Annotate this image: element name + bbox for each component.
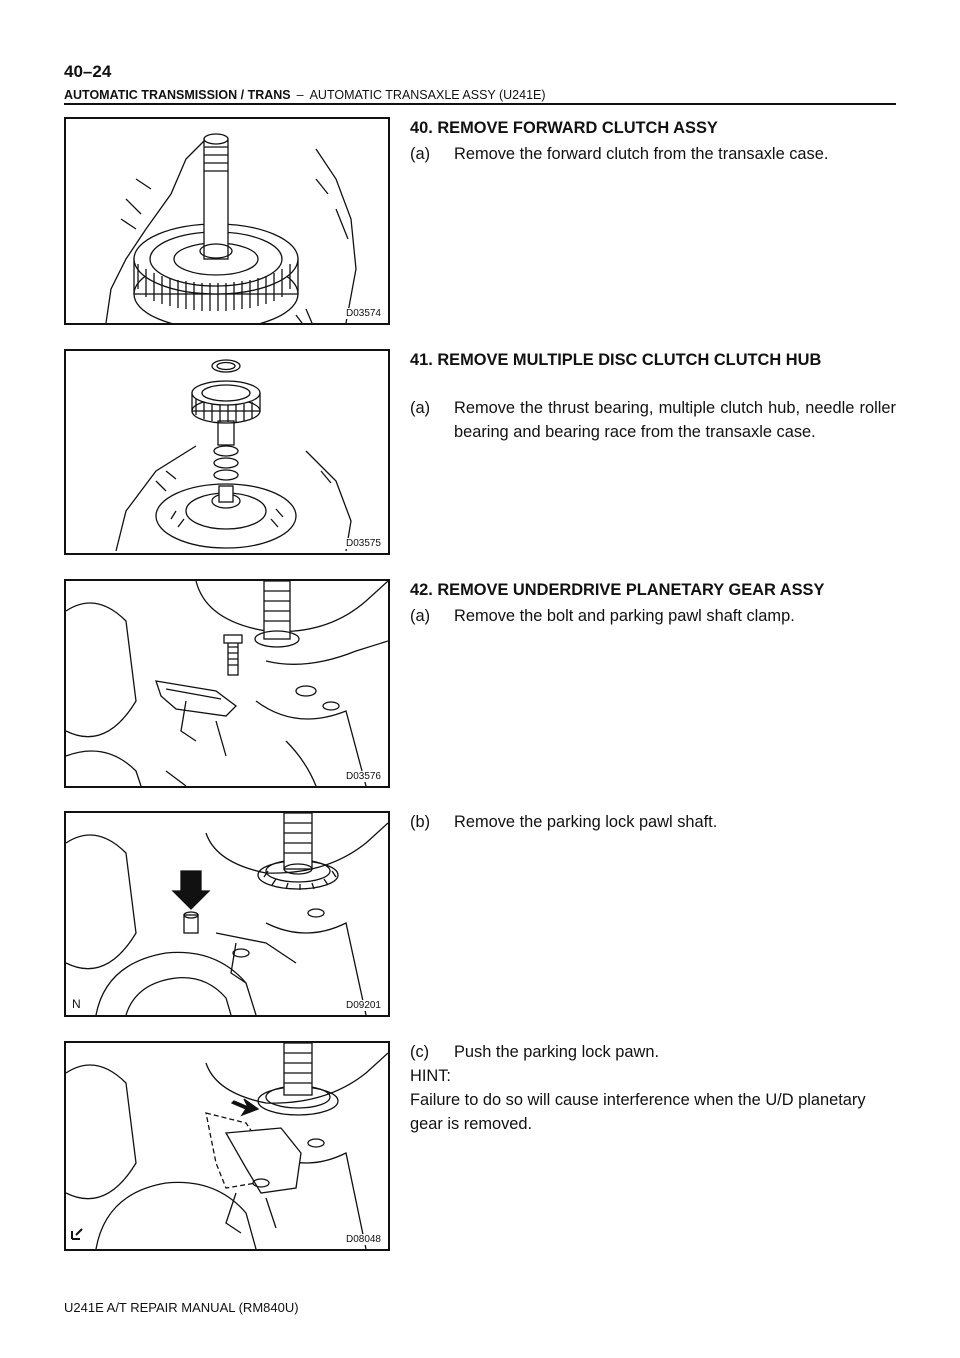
item-label: (c) (410, 1043, 430, 1061)
step-40 (410, 116, 896, 166)
step-42-b (410, 810, 896, 834)
step-title: 40. REMOVE FORWARD CLUTCH ASSY (410, 119, 718, 137)
running-header (64, 88, 546, 102)
item-text: Remove the forward clutch from the transaxle case. (454, 145, 829, 163)
hint-label: HINT: (410, 1067, 451, 1085)
item-text: Remove the bolt and parking pawl shaft clamp. (454, 607, 795, 625)
step-42-c (410, 1040, 896, 1136)
figure-code: D03575 (345, 538, 381, 549)
figure-forward-clutch (64, 117, 390, 325)
figure-code: D03574 (345, 308, 381, 319)
header-separator: – (296, 88, 304, 102)
figure-code: D08048 (345, 1234, 381, 1245)
page-footer: U241E A/T REPAIR MANUAL (RM840U) (64, 1300, 299, 1315)
item-text: Push the parking lock pawn. (454, 1043, 660, 1061)
section-title: AUTOMATIC TRANSMISSION / TRANS (64, 88, 291, 102)
step-title: 41. REMOVE MULTIPLE DISC CLUTCH CLUTCH HUB (410, 351, 822, 369)
step-item (410, 142, 896, 166)
step-item (410, 396, 896, 444)
figure-note: N (72, 997, 81, 1011)
figure-pawl-shaft (64, 811, 390, 1017)
figure-code: D09201 (345, 1000, 381, 1011)
step-41 (410, 348, 896, 444)
item-text: Remove the parking lock pawl shaft. (454, 813, 718, 831)
header-rule (64, 103, 896, 105)
step-42 (410, 578, 896, 628)
figure-bolt-clamp (64, 579, 390, 788)
step-item (410, 604, 896, 628)
figure-lock-pawn (64, 1041, 390, 1251)
step-title: 42. REMOVE UNDERDRIVE PLANETARY GEAR ASSY (410, 581, 825, 599)
step-item (410, 810, 896, 834)
arrow-down-icon (173, 871, 209, 909)
subsection-title: AUTOMATIC TRANSAXLE ASSY (U241E) (309, 88, 546, 102)
item-text: Remove the thrust bearing, multiple clutch hub, needle roller bearing and bearing race from the transaxle case. (454, 399, 896, 441)
hint-text: Failure to do so will cause interference when the U/D planetary gear is removed. (410, 1091, 866, 1133)
page-number: 40–24 (64, 62, 112, 81)
item-label: (a) (410, 399, 431, 417)
item-label: (a) (410, 145, 431, 163)
memo-icon (72, 1229, 82, 1239)
item-label: (a) (410, 607, 431, 625)
step-item (410, 1040, 896, 1064)
figure-code: D03576 (345, 771, 381, 782)
figure-clutch-hub (64, 349, 390, 555)
item-label: (b) (410, 813, 431, 831)
arrow-right-icon (232, 1099, 258, 1115)
